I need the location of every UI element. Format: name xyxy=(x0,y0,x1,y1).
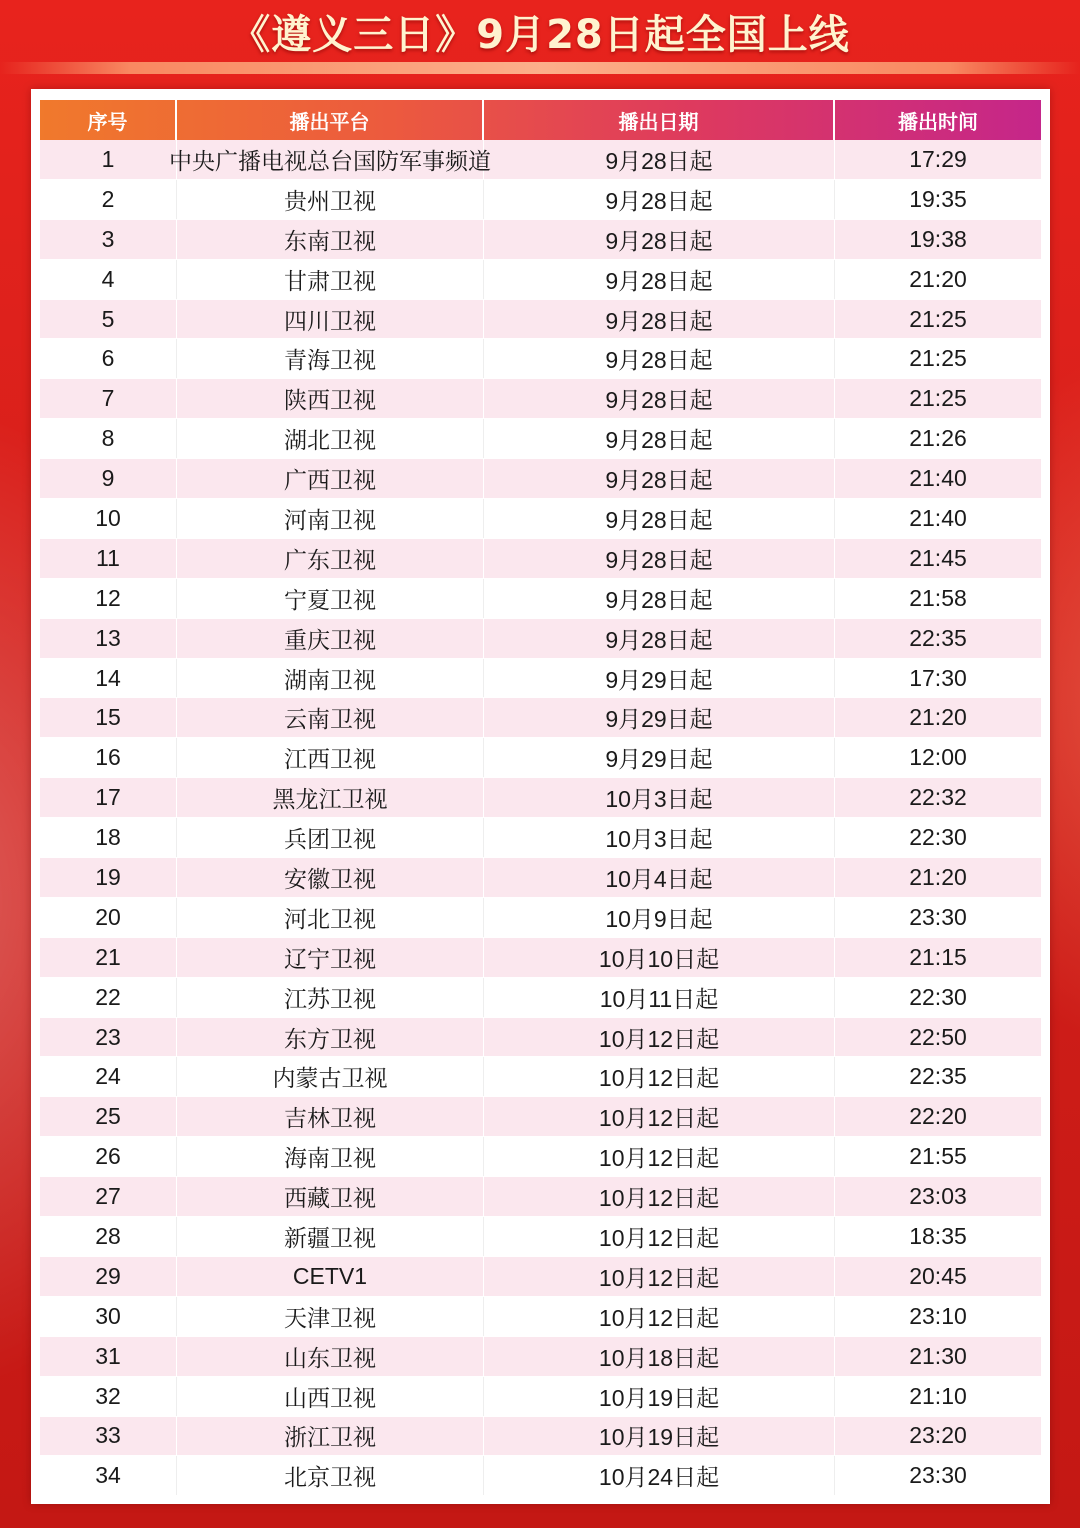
cell-time: 23:10 xyxy=(909,1302,967,1329)
cell-date: 10月12日起 xyxy=(484,1137,835,1176)
cell-index: 1 xyxy=(40,140,177,179)
table-row xyxy=(40,1417,1041,1457)
cell-date: 10月18日起 xyxy=(484,1337,835,1376)
header-time: 播出时间 xyxy=(898,109,978,134)
cell-time: 17:30 xyxy=(909,664,967,691)
cell-date: 10月12日起 xyxy=(484,1257,835,1296)
cell-index: 32 xyxy=(40,1377,177,1416)
cell-time: 23:03 xyxy=(909,1183,967,1210)
cell-time: 20:45 xyxy=(909,1262,967,1289)
table-row xyxy=(40,1456,1041,1496)
cell-date: 9月28日起 xyxy=(484,220,835,259)
cell-platform: 青海卫视 xyxy=(177,339,484,378)
cell-index: 15 xyxy=(40,698,177,737)
cell-index: 11 xyxy=(40,539,177,578)
cell-platform: 宁夏卫视 xyxy=(177,579,484,618)
cell-platform: 西藏卫视 xyxy=(177,1177,484,1216)
table-row xyxy=(40,1297,1041,1337)
cell-date: 10月12日起 xyxy=(484,1217,835,1256)
cell-platform: 东方卫视 xyxy=(177,1018,484,1057)
cell-time: 19:35 xyxy=(909,185,967,212)
table-row xyxy=(40,220,1041,260)
cell-platform: 新疆卫视 xyxy=(177,1217,484,1256)
cell-platform: 江西卫视 xyxy=(177,738,484,777)
cell-date: 10月12日起 xyxy=(484,1177,835,1216)
cell-date: 10月3日起 xyxy=(484,818,835,857)
cell-time: 18:35 xyxy=(909,1222,967,1249)
cell-time: 21:30 xyxy=(909,1342,967,1369)
cell-index: 17 xyxy=(40,778,177,817)
cell-index: 28 xyxy=(40,1217,177,1256)
cell-time: 21:58 xyxy=(909,584,967,611)
cell-date: 10月3日起 xyxy=(484,778,835,817)
table-row xyxy=(40,1337,1041,1377)
cell-platform: 重庆卫视 xyxy=(177,619,484,658)
cell-platform: 山东卫视 xyxy=(177,1337,484,1376)
cell-platform: 海南卫视 xyxy=(177,1137,484,1176)
table-row xyxy=(40,499,1041,539)
cell-index: 16 xyxy=(40,738,177,777)
cell-time: 23:20 xyxy=(909,1422,967,1449)
cell-time: 21:25 xyxy=(909,345,967,372)
title-bar xyxy=(0,0,1080,62)
table-row xyxy=(40,140,1041,180)
table-row xyxy=(40,180,1041,220)
table-row xyxy=(40,1097,1041,1137)
cell-time: 21:45 xyxy=(909,544,967,571)
cell-platform: 内蒙古卫视 xyxy=(177,1057,484,1096)
cell-index: 14 xyxy=(40,659,177,698)
cell-platform: 广西卫视 xyxy=(177,459,484,498)
cell-index: 34 xyxy=(40,1456,177,1495)
cell-platform: 湖北卫视 xyxy=(177,419,484,458)
cell-index: 13 xyxy=(40,619,177,658)
cell-date: 9月28日起 xyxy=(484,499,835,538)
schedule-panel xyxy=(31,89,1050,1504)
cell-date: 10月24日起 xyxy=(484,1456,835,1495)
cell-time: 22:32 xyxy=(909,784,967,811)
cell-index: 26 xyxy=(40,1137,177,1176)
cell-platform: 云南卫视 xyxy=(177,698,484,737)
cell-time: 22:35 xyxy=(909,624,967,651)
table-row xyxy=(40,1377,1041,1417)
cell-date: 9月28日起 xyxy=(484,339,835,378)
cell-index: 4 xyxy=(40,260,177,299)
header-platform: 播出平台 xyxy=(177,100,484,140)
cell-index: 33 xyxy=(40,1417,177,1456)
cell-platform: 贵州卫视 xyxy=(177,180,484,219)
cell-time: 21:25 xyxy=(909,305,967,332)
cell-index: 27 xyxy=(40,1177,177,1216)
cell-time: 22:30 xyxy=(909,824,967,851)
cell-index: 2 xyxy=(40,180,177,219)
cell-time: 21:20 xyxy=(909,265,967,292)
cell-date: 9月28日起 xyxy=(484,539,835,578)
cell-date: 10月9日起 xyxy=(484,898,835,937)
header-index: 序号 xyxy=(40,100,177,140)
table-row xyxy=(40,978,1041,1018)
cell-index: 31 xyxy=(40,1337,177,1376)
title-underline xyxy=(0,62,1080,74)
table-row xyxy=(40,1257,1041,1297)
cell-time: 21:15 xyxy=(909,943,967,970)
cell-date: 10月19日起 xyxy=(484,1377,835,1416)
cell-platform: 辽宁卫视 xyxy=(177,938,484,977)
table-row xyxy=(40,419,1041,459)
cell-time: 21:40 xyxy=(909,465,967,492)
table-body xyxy=(40,140,1041,1496)
table-row xyxy=(40,379,1041,419)
cell-time: 21:10 xyxy=(909,1382,967,1409)
table-row xyxy=(40,818,1041,858)
cell-index: 6 xyxy=(40,339,177,378)
cell-date: 10月12日起 xyxy=(484,1297,835,1336)
cell-platform: 广东卫视 xyxy=(177,539,484,578)
table-row xyxy=(40,300,1041,340)
cell-date: 10月19日起 xyxy=(484,1417,835,1456)
cell-platform: 山西卫视 xyxy=(177,1377,484,1416)
cell-index: 30 xyxy=(40,1297,177,1336)
cell-platform: 黑龙江卫视 xyxy=(177,778,484,817)
page-title: 《遵义三日》9月28日起全国上线 xyxy=(230,11,850,58)
cell-time: 21:26 xyxy=(909,425,967,452)
schedule-table xyxy=(40,100,1041,1496)
cell-platform: 北京卫视 xyxy=(177,1456,484,1495)
cell-date: 9月28日起 xyxy=(484,180,835,219)
cell-index: 18 xyxy=(40,818,177,857)
cell-index: 8 xyxy=(40,419,177,458)
cell-time: 23:30 xyxy=(909,1462,967,1489)
cell-platform: CETV1 xyxy=(177,1257,484,1296)
cell-date: 9月29日起 xyxy=(484,738,835,777)
cell-date: 9月28日起 xyxy=(484,419,835,458)
cell-date: 10月12日起 xyxy=(484,1018,835,1057)
cell-time: 22:35 xyxy=(909,1063,967,1090)
table-row xyxy=(40,659,1041,699)
table-row xyxy=(40,778,1041,818)
cell-platform: 安徽卫视 xyxy=(177,858,484,897)
cell-platform: 河北卫视 xyxy=(177,898,484,937)
cell-index: 9 xyxy=(40,459,177,498)
cell-platform: 吉林卫视 xyxy=(177,1097,484,1136)
cell-platform: 兵团卫视 xyxy=(177,818,484,857)
cell-time: 21:20 xyxy=(909,704,967,731)
cell-index: 3 xyxy=(40,220,177,259)
cell-time: 23:30 xyxy=(909,903,967,930)
cell-time: 21:20 xyxy=(909,863,967,890)
table-row xyxy=(40,619,1041,659)
table-row xyxy=(40,1177,1041,1217)
table-row xyxy=(40,260,1041,300)
table-header xyxy=(40,100,1041,140)
cell-date: 10月12日起 xyxy=(484,1057,835,1096)
table-row xyxy=(40,1137,1041,1177)
cell-time: 21:40 xyxy=(909,504,967,531)
cell-platform: 中央广播电视总台国防军事频道 xyxy=(177,140,484,179)
table-row xyxy=(40,1057,1041,1097)
cell-index: 23 xyxy=(40,1018,177,1057)
cell-date: 10月4日起 xyxy=(484,858,835,897)
table-row xyxy=(40,858,1041,898)
table-row xyxy=(40,898,1041,938)
table-row xyxy=(40,1018,1041,1058)
cell-index: 5 xyxy=(40,300,177,339)
cell-time: 21:25 xyxy=(909,385,967,412)
cell-date: 9月28日起 xyxy=(484,379,835,418)
cell-index: 21 xyxy=(40,938,177,977)
cell-date: 9月28日起 xyxy=(484,459,835,498)
table-row xyxy=(40,539,1041,579)
cell-platform: 河南卫视 xyxy=(177,499,484,538)
cell-platform: 陕西卫视 xyxy=(177,379,484,418)
table-row xyxy=(40,1217,1041,1257)
cell-index: 12 xyxy=(40,579,177,618)
cell-platform: 甘肃卫视 xyxy=(177,260,484,299)
cell-index: 24 xyxy=(40,1057,177,1096)
cell-index: 10 xyxy=(40,499,177,538)
cell-index: 19 xyxy=(40,858,177,897)
cell-time: 17:29 xyxy=(909,145,967,172)
cell-time: 22:20 xyxy=(909,1103,967,1130)
cell-index: 25 xyxy=(40,1097,177,1136)
table-row xyxy=(40,459,1041,499)
cell-platform: 东南卫视 xyxy=(177,220,484,259)
cell-index: 20 xyxy=(40,898,177,937)
cell-platform: 天津卫视 xyxy=(177,1297,484,1336)
header-date: 播出日期 xyxy=(484,100,835,140)
cell-date: 9月29日起 xyxy=(484,698,835,737)
cell-date: 10月10日起 xyxy=(484,938,835,977)
cell-date: 9月28日起 xyxy=(484,140,835,179)
cell-platform: 江苏卫视 xyxy=(177,978,484,1017)
cell-index: 7 xyxy=(40,379,177,418)
table-row xyxy=(40,698,1041,738)
cell-date: 9月29日起 xyxy=(484,659,835,698)
table-row xyxy=(40,579,1041,619)
table-row xyxy=(40,738,1041,778)
cell-date: 9月28日起 xyxy=(484,579,835,618)
cell-date: 9月28日起 xyxy=(484,260,835,299)
cell-index: 22 xyxy=(40,978,177,1017)
cell-time: 19:38 xyxy=(909,225,967,252)
cell-platform: 浙江卫视 xyxy=(177,1417,484,1456)
cell-time: 22:30 xyxy=(909,983,967,1010)
cell-platform: 四川卫视 xyxy=(177,300,484,339)
cell-date: 9月28日起 xyxy=(484,619,835,658)
cell-time: 12:00 xyxy=(909,744,967,771)
cell-platform: 湖南卫视 xyxy=(177,659,484,698)
cell-time: 22:50 xyxy=(909,1023,967,1050)
table-row xyxy=(40,339,1041,379)
cell-time: 21:55 xyxy=(909,1143,967,1170)
cell-date: 10月12日起 xyxy=(484,1097,835,1136)
table-row xyxy=(40,938,1041,978)
cell-date: 10月11日起 xyxy=(484,978,835,1017)
cell-date: 9月28日起 xyxy=(484,300,835,339)
cell-index: 29 xyxy=(40,1257,177,1296)
